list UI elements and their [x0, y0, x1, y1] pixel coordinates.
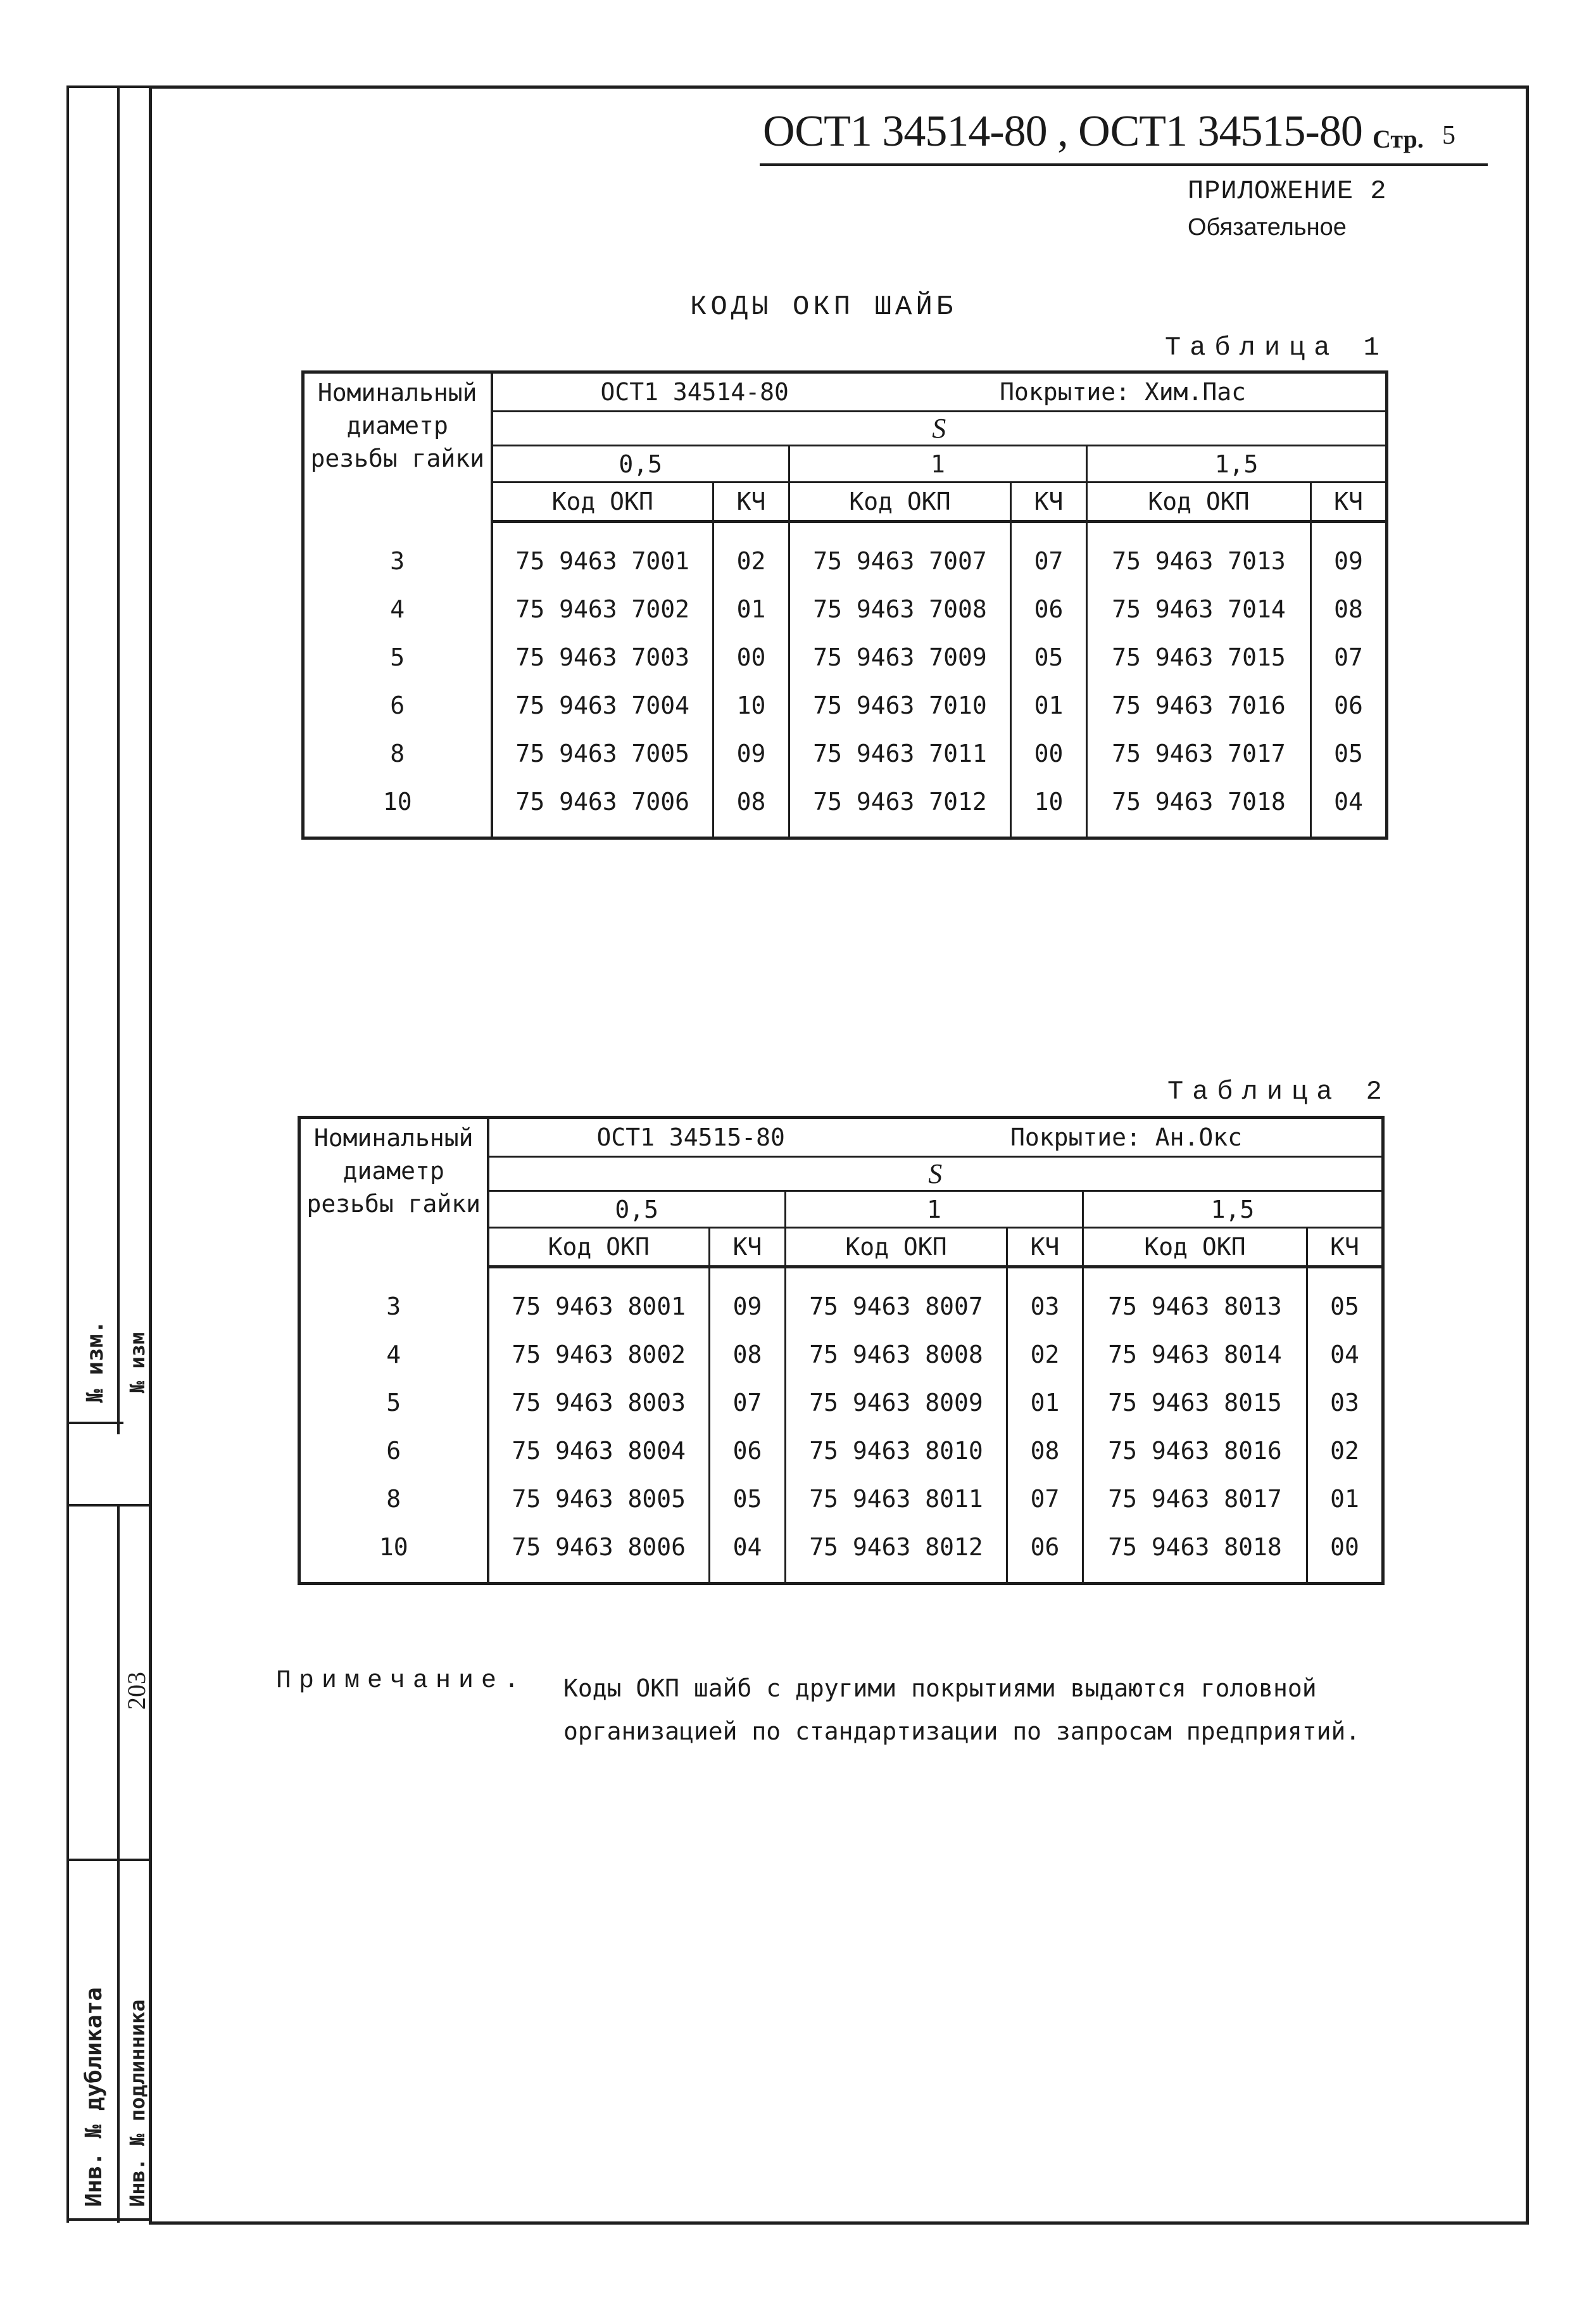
appendix-status: Обязательное — [1188, 214, 1347, 241]
table-row: 8 75 9463 8005 05 75 9463 8011 07 75 9463 8017 01 — [299, 1475, 1383, 1523]
check-column-header: КЧ — [1311, 483, 1387, 522]
table-row: 8 75 9463 7005 09 75 9463 7011 00 75 9463 7017 05 — [303, 730, 1387, 778]
header-underline — [760, 163, 1488, 166]
note-line-2: организацией по стандартизации по запросам предприятий. — [563, 1717, 1360, 1745]
code-column-header: Код ОКП — [492, 483, 713, 522]
page-label: Стр. — [1373, 125, 1424, 153]
original-inventory-label: Инв. № подлинника — [125, 1999, 149, 2207]
table-row: 3 75 9463 8001 09 75 9463 8007 03 75 9463 8013 05 — [299, 1282, 1383, 1330]
diameter-header: Номинальный диаметр резьбы гайки — [303, 372, 492, 522]
standards-title: ОСТ1 34514-80 , ОСТ1 34515-80 — [763, 107, 1362, 156]
code-column-header: Код ОКП — [789, 483, 1011, 522]
thickness-value: 1 — [789, 446, 1087, 483]
table-2-label: Таблица 2 — [1167, 1077, 1391, 1107]
thickness-value: 1 — [786, 1191, 1083, 1228]
okp-table-1 — [301, 370, 1388, 840]
thickness-symbol: S — [492, 412, 1387, 446]
change-number-label-2: № изм — [125, 1332, 149, 1393]
table-row: 10 75 9463 7006 08 75 9463 7012 10 75 9463 7018 04 — [303, 778, 1387, 826]
note-label: Примечание. — [276, 1667, 527, 1695]
thickness-value: 1,5 — [1083, 1191, 1383, 1228]
thickness-value: 0,5 — [492, 446, 789, 483]
change-number-label: № изм. — [82, 1320, 108, 1403]
code-column-header: Код ОКП — [1087, 483, 1311, 522]
check-column-header: КЧ — [710, 1228, 786, 1267]
table-row: 5 75 9463 7003 00 75 9463 7009 05 75 9463 7015 07 — [303, 633, 1387, 681]
page-number: 5 — [1442, 121, 1455, 150]
okp-table-2 — [298, 1116, 1385, 1585]
duplicate-inventory-label: Инв. № дубликата — [81, 1987, 107, 2207]
note-text — [563, 1667, 1360, 1753]
table-row: 4 75 9463 7002 01 75 9463 7008 06 75 9463 7014 08 — [303, 585, 1387, 633]
check-column-header: КЧ — [1011, 483, 1087, 522]
thickness-value: 1,5 — [1087, 446, 1387, 483]
standard-name: ОСТ1 34515-80 — [596, 1123, 785, 1151]
table-1-label: Таблица 1 — [1165, 332, 1388, 363]
code-column-header: Код ОКП — [488, 1228, 710, 1267]
note-line-1: Коды ОКП шайб с другими покрытиями выдаются головной — [563, 1674, 1317, 1702]
appendix-label: ПРИЛОЖЕНИЕ 2 — [1188, 176, 1387, 206]
table-row: 6 75 9463 7004 10 75 9463 7010 01 75 9463 7016 06 — [303, 681, 1387, 730]
coating-name: Покрытие: Ан.Окс — [1010, 1123, 1242, 1151]
inventory-number: 203 — [122, 1672, 151, 1710]
table-row: 3 75 9463 7001 02 75 9463 7007 07 75 9463 7013 09 — [303, 537, 1387, 585]
code-column-header: Код ОКП — [1083, 1228, 1307, 1267]
document-title: КОДЫ ОКП ШАЙБ — [690, 291, 957, 323]
check-column-header: КЧ — [1007, 1228, 1083, 1267]
table-row: 6 75 9463 8004 06 75 9463 8010 08 75 9463 8016 02 — [299, 1427, 1383, 1475]
check-column-header: КЧ — [713, 483, 789, 522]
thickness-symbol: S — [488, 1157, 1383, 1191]
standard-name: ОСТ1 34514-80 — [600, 378, 789, 406]
table-row: 4 75 9463 8002 08 75 9463 8008 02 75 9463 8014 04 — [299, 1330, 1383, 1379]
coating-name: Покрытие: Хим.Пас — [1000, 378, 1247, 406]
check-column-header: КЧ — [1307, 1228, 1383, 1267]
table-row: 5 75 9463 8003 07 75 9463 8009 01 75 9463 8015 03 — [299, 1379, 1383, 1427]
standard-coating-header — [492, 372, 1387, 412]
thickness-value: 0,5 — [488, 1191, 786, 1228]
standard-coating-header — [488, 1118, 1383, 1157]
table-row: 10 75 9463 8006 04 75 9463 8012 06 75 9463 8018 00 — [299, 1523, 1383, 1571]
code-column-header: Код ОКП — [786, 1228, 1007, 1267]
diameter-header: Номинальный диаметр резьбы гайки — [299, 1118, 488, 1267]
